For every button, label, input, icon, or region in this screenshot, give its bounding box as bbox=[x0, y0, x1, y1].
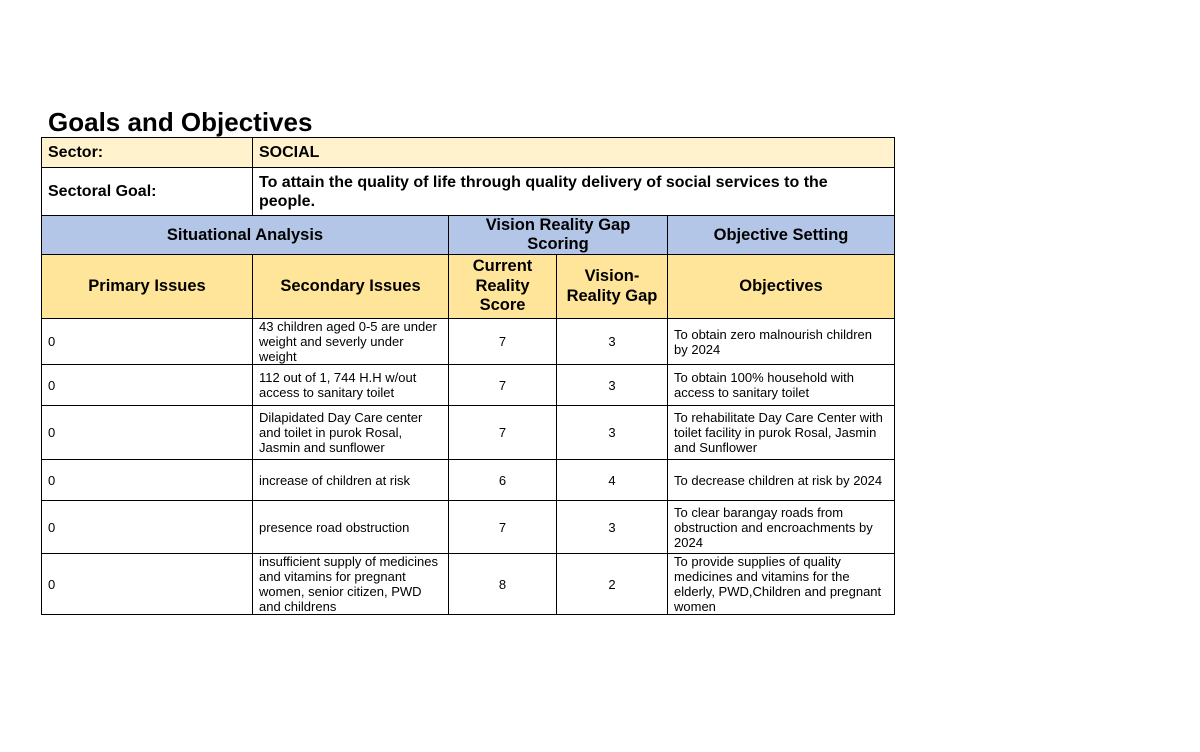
primary-issue-cell: 0 bbox=[42, 501, 253, 554]
gap-score-cell: 3 bbox=[557, 365, 668, 406]
current-score-cell: 7 bbox=[449, 365, 557, 406]
gap-score-cell: 3 bbox=[557, 501, 668, 554]
objective-cell: To rehabilitate Day Care Center with toilet facility in purok Rosal, Jasmin and Sunflower bbox=[668, 406, 895, 460]
primary-issue-cell: 0 bbox=[42, 365, 253, 406]
sector-value: SOCIAL bbox=[253, 138, 895, 168]
current-reality-score-header: Current Reality Score bbox=[449, 255, 557, 319]
gap-score-cell: 4 bbox=[557, 460, 668, 501]
goals-objectives-table bbox=[41, 137, 895, 615]
vision-gap-scoring-header: Vision Reality Gap Scoring bbox=[449, 216, 668, 255]
table-row bbox=[42, 319, 895, 365]
secondary-issue-cell: insufficient supply of medicines and vitamins for pregnant women, senior citizen, PWD and childrens bbox=[253, 554, 449, 615]
sectoral-goal-value: To attain the quality of life through quality delivery of social services to the people. bbox=[253, 168, 895, 216]
sector-label: Sector: bbox=[42, 138, 253, 168]
objectives-header: Objectives bbox=[668, 255, 895, 319]
objective-setting-header: Objective Setting bbox=[668, 216, 895, 255]
sectoral-goal-label: Sectoral Goal: bbox=[42, 168, 253, 216]
primary-issue-cell: 0 bbox=[42, 460, 253, 501]
objective-cell: To decrease children at risk by 2024 bbox=[668, 460, 895, 501]
situational-analysis-header: Situational Analysis bbox=[42, 216, 449, 255]
table-row bbox=[42, 554, 895, 615]
objective-cell: To clear barangay roads from obstruction and encroachments by 2024 bbox=[668, 501, 895, 554]
secondary-issues-header: Secondary Issues bbox=[253, 255, 449, 319]
objective-cell: To provide supplies of quality medicines and vitamins for the elderly, PWD,Children and pregnant women bbox=[668, 554, 895, 615]
secondary-issue-cell: increase of children at risk bbox=[253, 460, 449, 501]
current-score-cell: 7 bbox=[449, 406, 557, 460]
current-score-cell: 8 bbox=[449, 554, 557, 615]
current-score-cell: 7 bbox=[449, 319, 557, 365]
sector-row bbox=[42, 138, 895, 168]
primary-issue-cell: 0 bbox=[42, 554, 253, 615]
gap-score-cell: 3 bbox=[557, 319, 668, 365]
secondary-issue-cell: Dilapidated Day Care center and toilet in purok Rosal, Jasmin and sunflower bbox=[253, 406, 449, 460]
objective-cell: To obtain 100% household with access to sanitary toilet bbox=[668, 365, 895, 406]
secondary-issue-cell: 43 children aged 0-5 are under weight and severly under weight bbox=[253, 319, 449, 365]
gap-score-cell: 2 bbox=[557, 554, 668, 615]
page-title: Goals and Objectives bbox=[48, 107, 313, 137]
sectoral-goal-row bbox=[42, 168, 895, 216]
table-row bbox=[42, 365, 895, 406]
primary-issue-cell: 0 bbox=[42, 406, 253, 460]
column-header-row bbox=[42, 255, 895, 319]
gap-score-cell: 3 bbox=[557, 406, 668, 460]
table-row bbox=[42, 460, 895, 501]
group-header-row bbox=[42, 216, 895, 255]
objective-cell: To obtain zero malnourish children by 2024 bbox=[668, 319, 895, 365]
primary-issue-cell: 0 bbox=[42, 319, 253, 365]
vision-reality-gap-header: Vision-Reality Gap bbox=[557, 255, 668, 319]
current-score-cell: 7 bbox=[449, 501, 557, 554]
table-row bbox=[42, 501, 895, 554]
table-row bbox=[42, 406, 895, 460]
secondary-issue-cell: 112 out of 1, 744 H.H w/out access to sanitary toilet bbox=[253, 365, 449, 406]
current-score-cell: 6 bbox=[449, 460, 557, 501]
secondary-issue-cell: presence road obstruction bbox=[253, 501, 449, 554]
primary-issues-header: Primary Issues bbox=[42, 255, 253, 319]
